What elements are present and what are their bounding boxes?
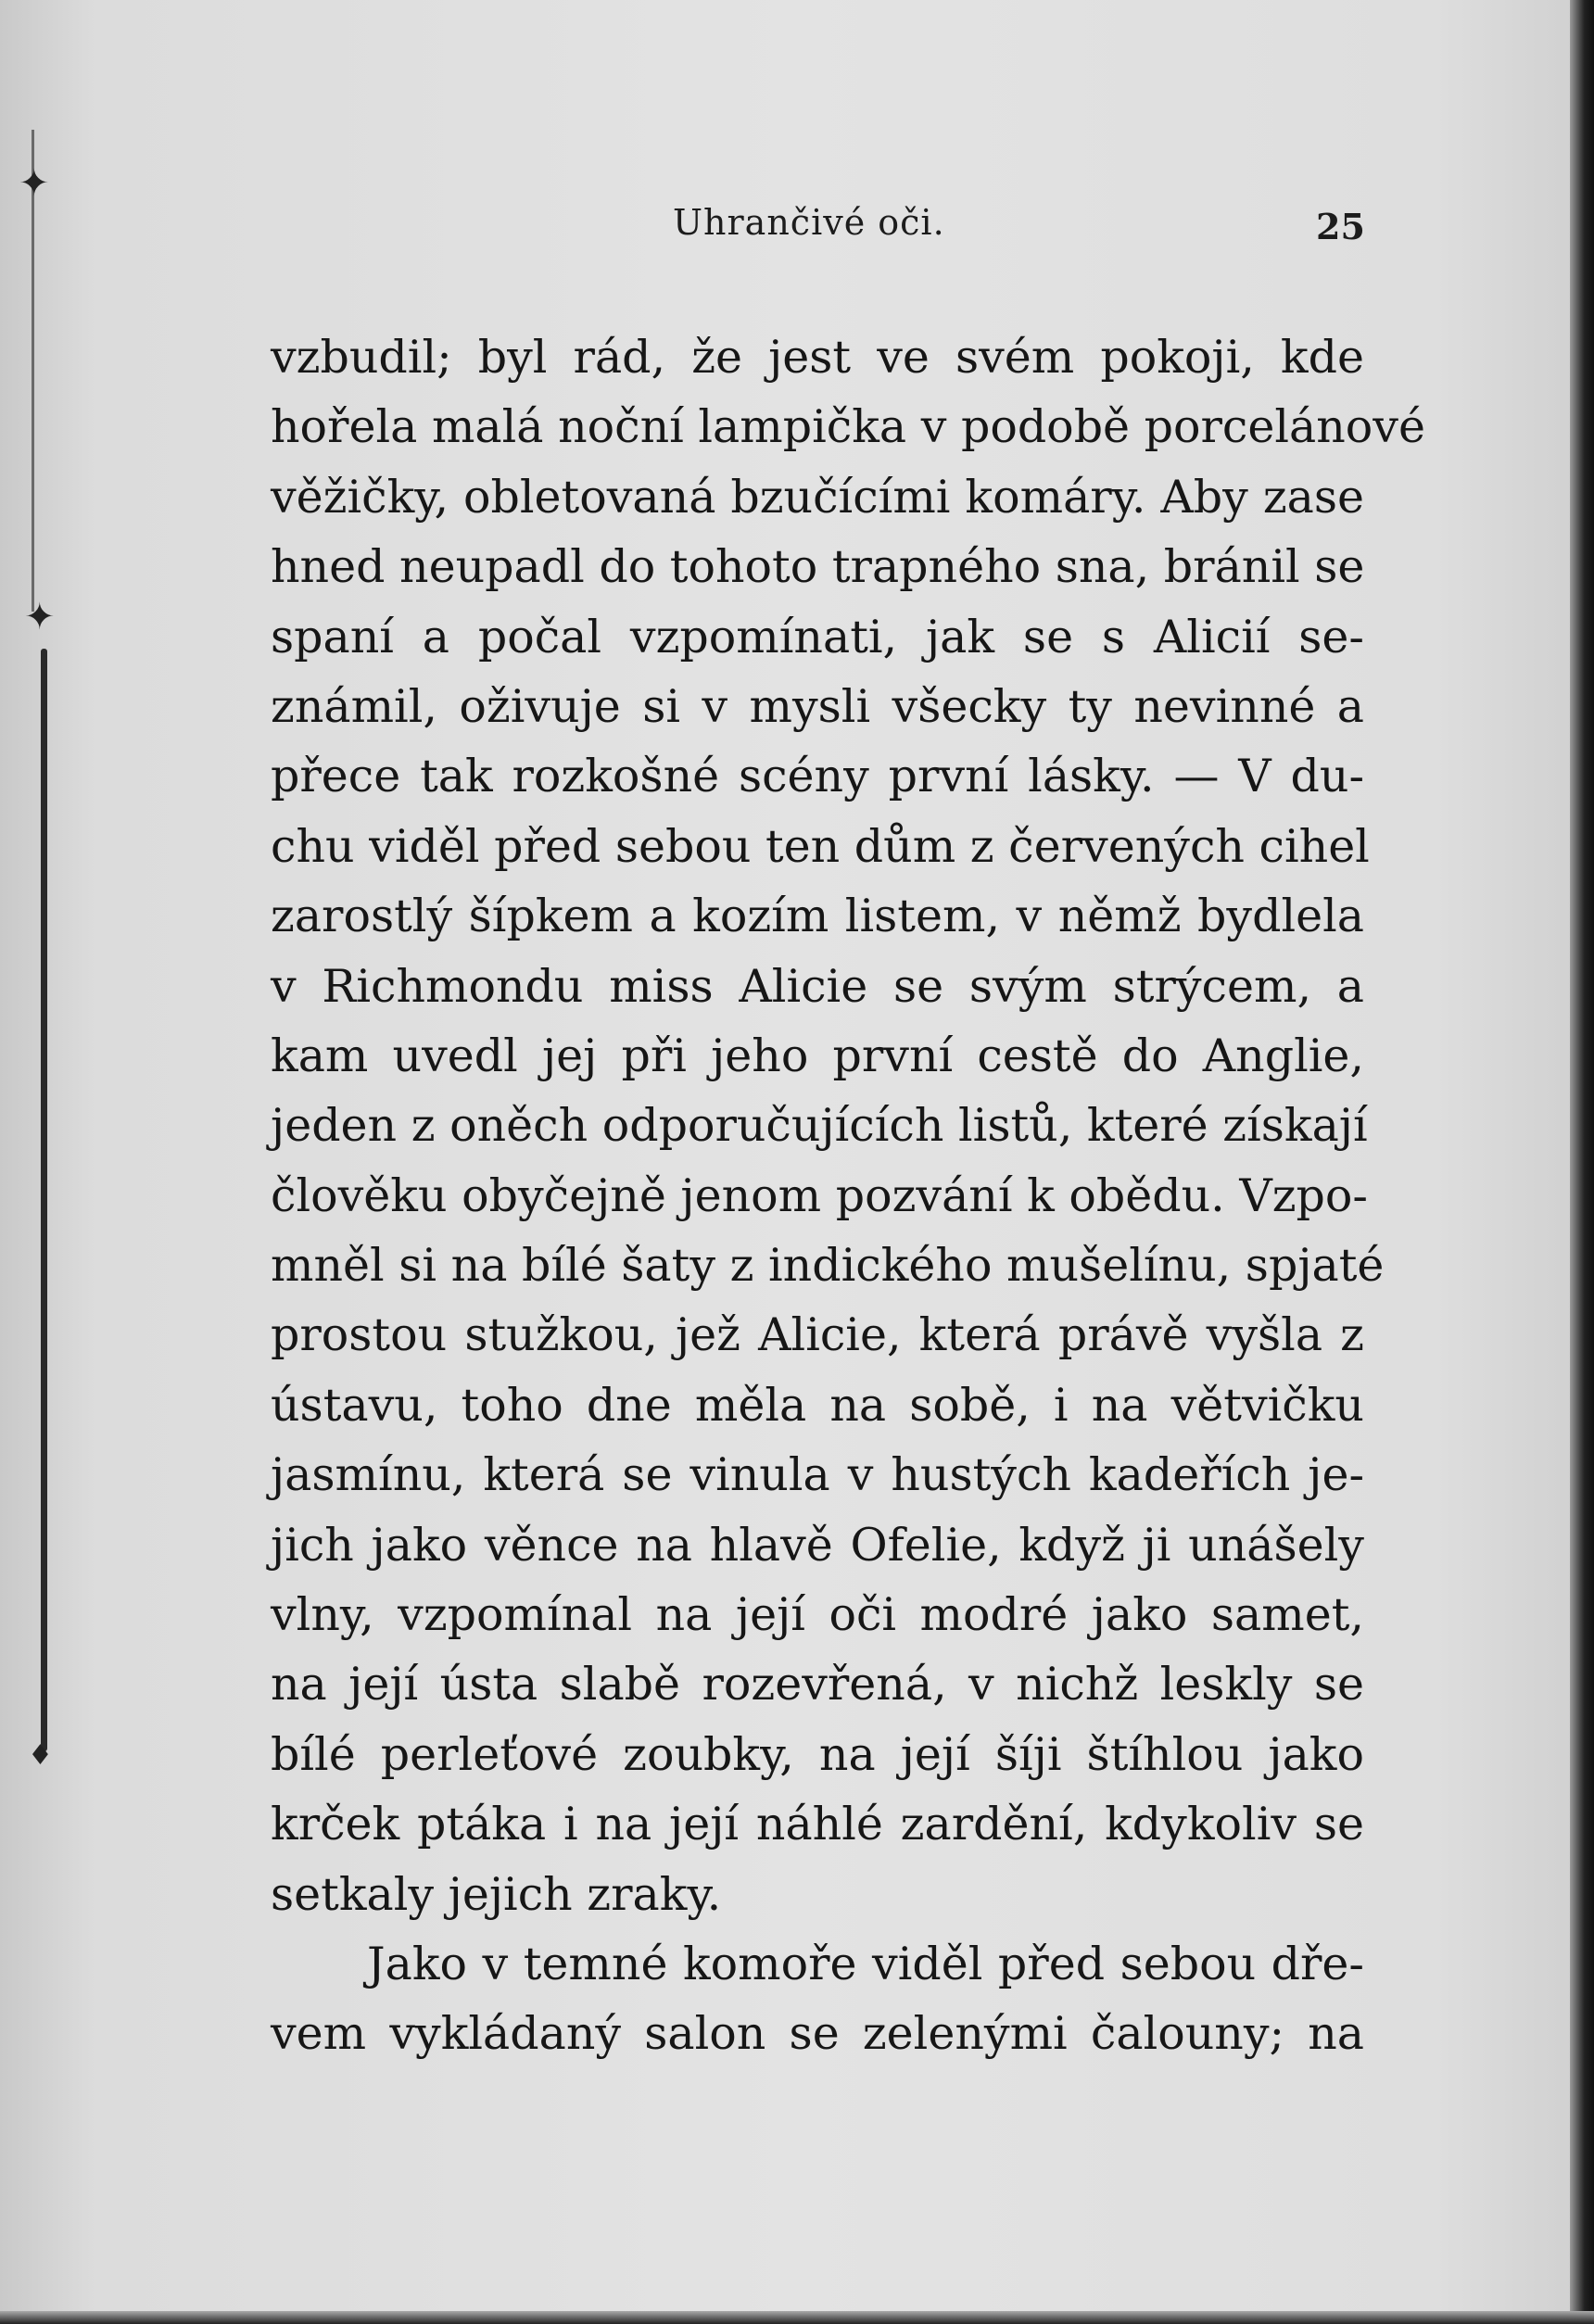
text-line: věžičky, obletovaná bzučícími komáry. Aby zase [271,470,1364,524]
text-line: prostou stužkou, jež Alicie, která právě vyšla z [271,1308,1364,1362]
margin-blot: ✦ [19,162,50,205]
text-line: jeden z oněch odporučujících listů, které získají [271,1099,1368,1153]
text-line: bílé perleťové zoubky, na její šíji štíhlou jako [271,1727,1364,1781]
page-number: 25 [1316,206,1365,247]
text-line: známil, oživuje si v mysli všecky ty nevinné a [271,679,1364,733]
text-line: setkaly jejich zraky. [271,1867,722,1921]
text-line: chu viděl před sebou ten dům z červených cihel [271,819,1370,873]
running-title: Uhrančivé oči. [673,202,945,243]
body-text [271,322,1425,2069]
text-line: ústavu, toho dne měla na sobě, i na větvičku [271,1378,1364,1432]
text-line: jich jako věnce na hlavě Ofelie, když ji unášely [271,1518,1364,1572]
text-line: jasmínu, která se vinula v hustých kadeřích je- [271,1448,1364,1502]
margin-blot: ♦ [28,1739,53,1772]
text-line: člověku obyčejně jenom pozvání k obědu. Vzpo- [271,1168,1368,1222]
text-line: vzbudil; byl rád, že jest ve svém pokoji, kde [271,331,1364,384]
page-edge-shadow [0,2311,1594,2324]
text-line: v Richmondu miss Alicie se svým strýcem, a [271,959,1364,1013]
text-line: spaní a počal vzpomínati, jak se s Alicií se- [271,610,1364,663]
text-line: hned neupadl do tohoto trapného sna, bránil se [271,540,1365,594]
text-line: vem vykládaný salon se zelenými čalouny; na [271,2007,1364,2061]
text-line: Jako v temné komoře viděl před sebou dře- [367,1937,1364,1990]
text-line: na její ústa slabě rozevřená, v nichž leskly se [271,1658,1364,1711]
binding-edge [41,649,47,1751]
text-line: vlny, vzpomínal na její oči modré jako samet, [271,1588,1364,1642]
text-line: kam uvedl jej při jeho první cestě do Anglie, [271,1029,1364,1082]
text-line: mněl si na bílé šaty z indického mušelínu, spjaté [271,1239,1385,1293]
page-edge-shadow [1570,0,1594,2324]
text-line: zarostlý šípkem a kozím listem, v němž bydlela [271,890,1364,943]
margin-blot: ✦ [24,596,56,638]
text-line: hořela malá noční lampička v podobě porcelánové [271,400,1425,454]
text-line: přece tak rozkošné scény první lásky. — V du- [271,750,1364,803]
text-line: krček ptáka i na její náhlé zardění, kdykoliv se [271,1798,1364,1851]
